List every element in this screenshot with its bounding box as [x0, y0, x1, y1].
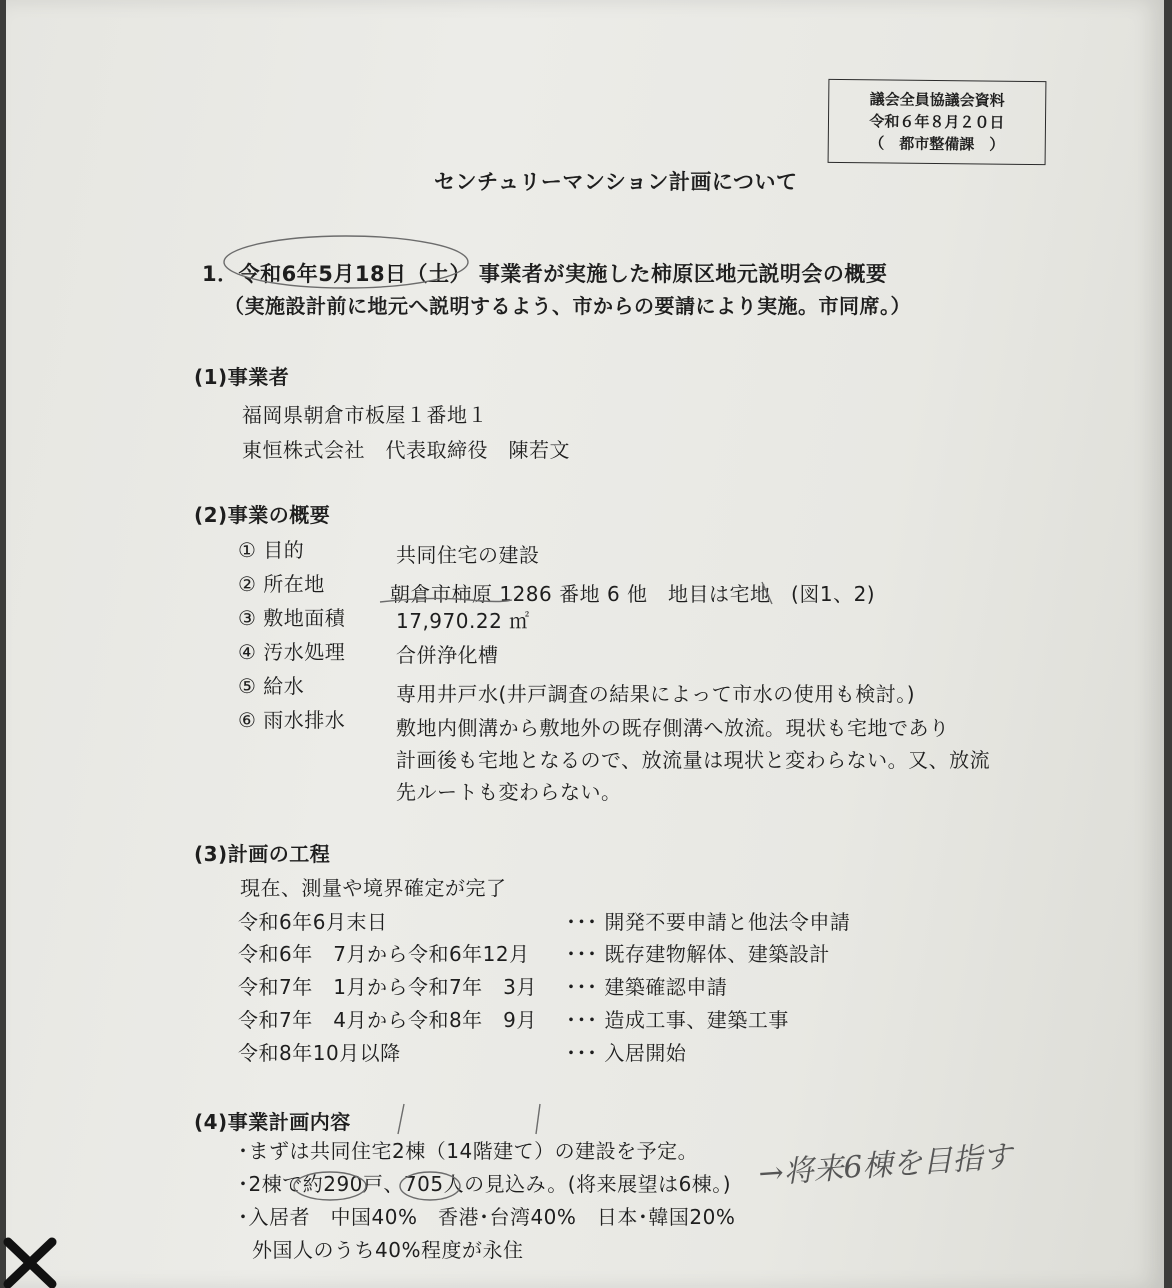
overview-heading: (2)事業の概要 [194, 503, 331, 527]
schedule-period: 令和6年 7月から令和6年12月 [238, 942, 530, 966]
plan-line: ･2棟で約290戸、705人の見込み。(将来展望は6棟。) [238, 1172, 732, 1196]
schedule-task: ･･･ 造成工事、建築工事 [566, 1008, 789, 1032]
schedule-period: 令和8年10月以降 [238, 1041, 401, 1065]
overview-item-label: ② 所在地 [238, 572, 325, 596]
section-1-heading: 1．令和6年5月18日（土） 事業者が実施した柿原区地元説明会の概要 [202, 262, 888, 286]
operator-heading: (1)事業者 [194, 365, 290, 389]
handwritten-note: →将来6棟を目指す [757, 1139, 1014, 1192]
overview-item-value: 共同住宅の建設 [396, 543, 540, 567]
drainage-continuation: 先ルートも変わらない。 [396, 780, 622, 804]
schedule-task: ･･･ 建築確認申請 [566, 975, 728, 999]
stamp-line-2: 令和６年８月２０日 [869, 112, 1005, 132]
overview-item-label: ④ 汚水処理 [238, 640, 346, 664]
section-1-note: （実施設計前に地元へ説明するよう、市からの要請により実施。市同席。） [224, 294, 911, 318]
overview-item-value: 17,970.22 ㎡ [396, 609, 530, 633]
schedule-period: 令和6年6月末日 [238, 910, 388, 934]
stamp-line-1: 議会全員協議会資料 [869, 90, 1005, 110]
plan-line: ･入居者 中国40% 香港･台湾40% 日本･韓国20% [238, 1205, 736, 1229]
operator-address: 福岡県朝倉市板屋１番地１ [242, 403, 488, 427]
document-title: センチュリーマンション計画について [434, 170, 798, 194]
overview-item-value: 専用井戸水(井戸調査の結果によって市水の使用も検討。) [396, 682, 916, 706]
schedule-heading: (3)計画の工程 [194, 842, 331, 866]
overview-item-value: 合併浄化槽 [396, 643, 499, 667]
stamp-line-3: （ 都市整備課 ） [869, 134, 1005, 154]
overview-item-label: ⑤ 給水 [238, 674, 305, 698]
operator-company: 東恒株式会社 代表取締役 陳若文 [242, 438, 570, 462]
schedule-task: ･･･ 開発不要申請と他法令申請 [566, 910, 851, 934]
overview-item-value: 朝倉市柿原 1286 番地 6 他 地目は宅地 (図1、2) [390, 582, 876, 606]
schedule-intro: 現在、測量や境界確定が完了 [240, 876, 507, 900]
document-page [6, 0, 1164, 1288]
plan-heading: (4)事業計画内容 [194, 1110, 351, 1134]
schedule-task: ･･･ 入居開始 [566, 1041, 687, 1065]
schedule-task: ･･･ 既存建物解体、建築設計 [566, 942, 830, 966]
overview-item-value: 敷地内側溝から敷地外の既存側溝へ放流。現状も宅地であり [396, 716, 950, 740]
overview-item-label: ③ 敷地面積 [238, 606, 346, 630]
plan-line: ･まずは共同住宅2棟（14階建て）の建設を予定。 [238, 1139, 699, 1163]
overview-item-label: ⑥ 雨水排水 [238, 708, 346, 732]
drainage-continuation: 計画後も宅地となるので、放流量は現状と変わらない。又、放流 [396, 748, 991, 772]
plan-line: 外国人のうち40%程度が永住 [252, 1238, 524, 1262]
overview-item-label: ① 目的 [238, 538, 305, 562]
schedule-period: 令和7年 1月から令和7年 3月 [238, 975, 537, 999]
schedule-period: 令和7年 4月から令和8年 9月 [238, 1008, 537, 1032]
document-stamp [828, 79, 1047, 165]
